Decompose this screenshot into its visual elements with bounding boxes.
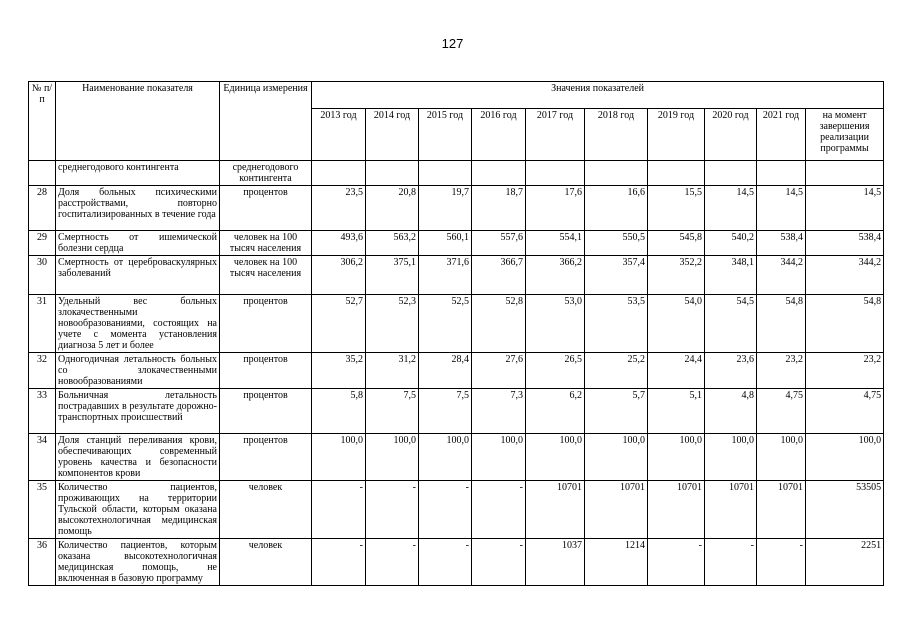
value-cell: 25,2 [585, 353, 648, 389]
value-cell: 14,5 [757, 186, 806, 231]
value-cell: 563,2 [366, 231, 419, 256]
table-row [29, 481, 884, 539]
value-cell: - [312, 539, 366, 586]
unit-cell: человек на 100 тысяч населения [220, 256, 312, 295]
row-number: 33 [29, 389, 56, 434]
value-cell: 371,6 [419, 256, 472, 295]
value-cell: 306,2 [312, 256, 366, 295]
value-cell: 4,75 [806, 389, 884, 434]
unit-cell: человек на 100 тысяч населения [220, 231, 312, 256]
indicator-name: Одногодичная летальность больных со злокачественными новообразованиями [56, 353, 220, 389]
header-row [29, 82, 884, 109]
value-cell: 366,7 [472, 256, 526, 295]
table-row [29, 295, 884, 353]
value-cell: 15,5 [648, 186, 705, 231]
value-cell: 10701 [585, 481, 648, 539]
value-cell: 35,2 [312, 353, 366, 389]
value-cell: 10701 [705, 481, 757, 539]
value-cell: 10701 [757, 481, 806, 539]
value-cell: 17,6 [526, 186, 585, 231]
year-2020: 2020 год [705, 108, 757, 160]
indicator-name: Доля станций переливания крови, обеспечивающих современный уровень качества и безопасности компонентов крови [56, 434, 220, 481]
continuation-cell [585, 161, 648, 186]
value-cell: 18,7 [472, 186, 526, 231]
value-cell: 24,4 [648, 353, 705, 389]
unit-cell: человек [220, 539, 312, 586]
value-cell: 23,5 [312, 186, 366, 231]
year-2019: 2019 год [648, 108, 705, 160]
table-row [29, 256, 884, 295]
table-row [29, 231, 884, 256]
indicator-name: Количество пациентов, которым оказана высокотехнологичная медицинская помощь, не включенная в базовую программу [56, 539, 220, 586]
value-cell: 52,5 [419, 295, 472, 353]
value-cell: 16,6 [585, 186, 648, 231]
page-number: 127 [441, 36, 464, 51]
value-cell: 14,5 [705, 186, 757, 231]
value-cell: 10701 [526, 481, 585, 539]
row-number: 35 [29, 481, 56, 539]
row-number: 28 [29, 186, 56, 231]
value-cell: 557,6 [472, 231, 526, 256]
header-num: № п/п [29, 82, 56, 161]
value-cell: 560,1 [419, 231, 472, 256]
value-cell: 5,8 [312, 389, 366, 434]
value-cell: 2251 [806, 539, 884, 586]
row-number: 34 [29, 434, 56, 481]
value-cell: 7,5 [366, 389, 419, 434]
year-2018: 2018 год [585, 108, 648, 160]
continuation-unit: среднегодового контингента [220, 161, 312, 186]
table-row [29, 434, 884, 481]
value-cell: 4,8 [705, 389, 757, 434]
continuation-cell [472, 161, 526, 186]
value-cell: 4,75 [757, 389, 806, 434]
row-number: 30 [29, 256, 56, 295]
unit-cell: человек [220, 481, 312, 539]
continuation-cell [705, 161, 757, 186]
value-cell: 100,0 [585, 434, 648, 481]
value-cell: 375,1 [366, 256, 419, 295]
value-cell: 538,4 [806, 231, 884, 256]
table-row [29, 539, 884, 586]
value-cell: 100,0 [526, 434, 585, 481]
continuation-cell [419, 161, 472, 186]
year-2016: 2016 год [472, 108, 526, 160]
unit-cell: процентов [220, 186, 312, 231]
value-cell: 53,0 [526, 295, 585, 353]
value-cell: 54,0 [648, 295, 705, 353]
year-final: на момент завершения реализации программы [806, 108, 884, 160]
indicator-name: Удельный вес больных злокачественными новообразованиями, состоящих на учете с момента установления диагноза 5 лет и более [56, 295, 220, 353]
value-cell: 100,0 [705, 434, 757, 481]
value-cell: - [419, 481, 472, 539]
row-number: 29 [29, 231, 56, 256]
year-2015: 2015 год [419, 108, 472, 160]
value-cell: 550,5 [585, 231, 648, 256]
value-cell: - [366, 539, 419, 586]
value-cell: 5,7 [585, 389, 648, 434]
value-cell: 540,2 [705, 231, 757, 256]
value-cell: 23,2 [806, 353, 884, 389]
value-cell: - [366, 481, 419, 539]
value-cell: 493,6 [312, 231, 366, 256]
value-cell: - [472, 481, 526, 539]
value-cell: 6,2 [526, 389, 585, 434]
indicator-name: Доля больных психическими расстройствами, повторно госпитализированных в течение года [56, 186, 220, 231]
value-cell: 366,2 [526, 256, 585, 295]
indicator-name: Больничная летальность пострадавших в результате дорожно-транспортных происшествий [56, 389, 220, 434]
value-cell: 100,0 [366, 434, 419, 481]
continuation-cell [526, 161, 585, 186]
value-cell: 31,2 [366, 353, 419, 389]
continuation-cell [312, 161, 366, 186]
year-2017: 2017 год [526, 108, 585, 160]
value-cell: 23,6 [705, 353, 757, 389]
unit-cell: процентов [220, 389, 312, 434]
value-cell: 357,4 [585, 256, 648, 295]
value-cell: - [419, 539, 472, 586]
unit-cell: процентов [220, 353, 312, 389]
value-cell: 545,8 [648, 231, 705, 256]
unit-cell: процентов [220, 434, 312, 481]
table-row [29, 186, 884, 231]
continuation-cell [806, 161, 884, 186]
continuation-cell [648, 161, 705, 186]
table-row [29, 389, 884, 434]
unit-cell: процентов [220, 295, 312, 353]
value-cell: 23,2 [757, 353, 806, 389]
value-cell: 344,2 [806, 256, 884, 295]
continuation-name: среднегодового контингента [56, 161, 220, 186]
value-cell: 7,5 [419, 389, 472, 434]
value-cell: - [705, 539, 757, 586]
year-2021: 2021 год [757, 108, 806, 160]
value-cell: 7,3 [472, 389, 526, 434]
value-cell: 348,1 [705, 256, 757, 295]
table-row [29, 353, 884, 389]
indicator-name: Смертность от цереброваскулярных заболеваний [56, 256, 220, 295]
value-cell: 100,0 [472, 434, 526, 481]
year-2014: 2014 год [366, 108, 419, 160]
value-cell: - [472, 539, 526, 586]
value-cell: - [757, 539, 806, 586]
indicators-table [28, 81, 884, 586]
value-cell: 54,8 [757, 295, 806, 353]
value-cell: 26,5 [526, 353, 585, 389]
value-cell: 100,0 [419, 434, 472, 481]
value-cell: 10701 [648, 481, 705, 539]
value-cell: 100,0 [757, 434, 806, 481]
value-cell: - [312, 481, 366, 539]
continuation-cell [366, 161, 419, 186]
header-name: Наименование показателя [56, 82, 220, 161]
value-cell: 53505 [806, 481, 884, 539]
value-cell: 14,5 [806, 186, 884, 231]
header-values: Значения показателей [312, 82, 884, 109]
value-cell: 538,4 [757, 231, 806, 256]
value-cell: 27,6 [472, 353, 526, 389]
value-cell: 54,5 [705, 295, 757, 353]
value-cell: 54,8 [806, 295, 884, 353]
value-cell: - [648, 539, 705, 586]
row-number: 31 [29, 295, 56, 353]
indicator-name: Смертность от ишемической болезни сердца [56, 231, 220, 256]
value-cell: 5,1 [648, 389, 705, 434]
value-cell: 1037 [526, 539, 585, 586]
value-cell: 19,7 [419, 186, 472, 231]
value-cell: 53,5 [585, 295, 648, 353]
value-cell: 554,1 [526, 231, 585, 256]
indicator-name: Количество пациентов, проживающих на территории Тульской области, которым оказана высокотехнологичная медицинская помощь [56, 481, 220, 539]
continuation-num [29, 161, 56, 186]
header-unit: Единица измерения [220, 82, 312, 161]
year-2013: 2013 год [312, 108, 366, 160]
table-body [29, 82, 884, 586]
continuation-cell [757, 161, 806, 186]
value-cell: 352,2 [648, 256, 705, 295]
value-cell: 100,0 [648, 434, 705, 481]
value-cell: 100,0 [312, 434, 366, 481]
continuation-row [29, 161, 884, 186]
row-number: 32 [29, 353, 56, 389]
value-cell: 52,3 [366, 295, 419, 353]
value-cell: 344,2 [757, 256, 806, 295]
value-cell: 1214 [585, 539, 648, 586]
row-number: 36 [29, 539, 56, 586]
value-cell: 28,4 [419, 353, 472, 389]
value-cell: 52,8 [472, 295, 526, 353]
value-cell: 52,7 [312, 295, 366, 353]
value-cell: 100,0 [806, 434, 884, 481]
value-cell: 20,8 [366, 186, 419, 231]
